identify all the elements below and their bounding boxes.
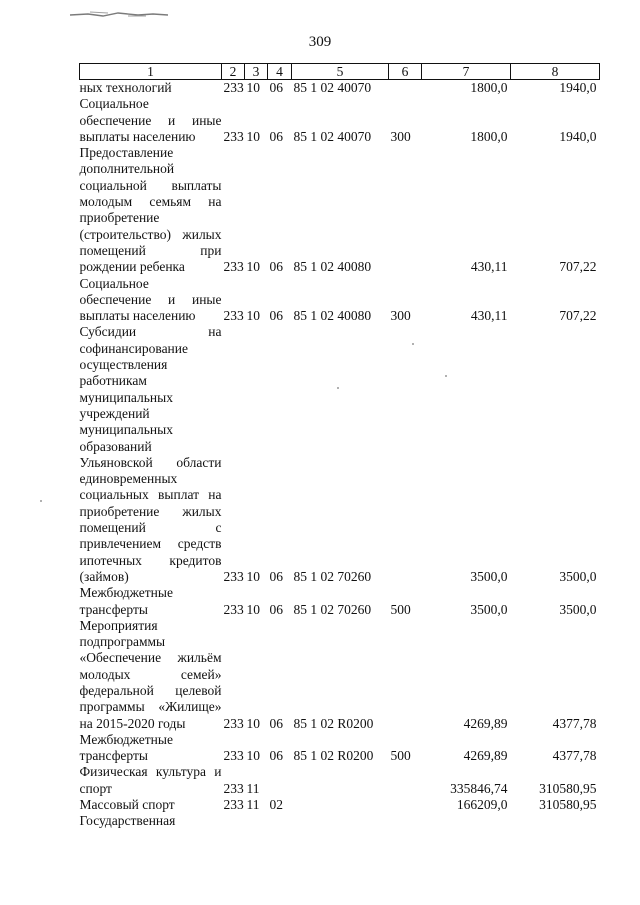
scan-speck — [40, 500, 42, 502]
expense-type: 500 — [390, 748, 411, 764]
amount-year2: 3500,0 — [559, 601, 597, 617]
col-header: 8 — [511, 64, 600, 80]
target-article: 85 1 02 40070 — [293, 80, 372, 95]
target-article: 85 1 02 40070 — [293, 128, 372, 144]
col-header: 5 — [292, 64, 389, 80]
amount-year1: 4269,89 — [463, 748, 508, 764]
amount-year2: 4377,78 — [552, 715, 597, 731]
amount-year2: 310580,95 — [539, 797, 597, 813]
amount-year2: 1940,0 — [559, 128, 597, 144]
admin-code: 233 — [223, 780, 244, 796]
amount-year2: 707,22 — [559, 259, 597, 275]
amount-year1: 3500,0 — [470, 601, 508, 617]
row-name: Межбюджетные трансферты — [79, 731, 173, 764]
table-row — [80, 764, 600, 797]
admin-code: 233 — [223, 128, 244, 144]
amount-year2: 310580,95 — [539, 780, 597, 796]
section-code: 10 — [246, 80, 260, 95]
expense-type — [389, 813, 422, 829]
section-code: 10 — [246, 568, 260, 584]
subsection-code: 06 — [269, 259, 283, 275]
admin-code: 233 — [223, 797, 244, 813]
expense-type — [389, 324, 422, 585]
target-article: 85 1 02 R0200 — [293, 715, 374, 731]
section-code: 10 — [246, 748, 260, 764]
table-row — [80, 618, 600, 732]
target-article: 85 1 02 70260 — [293, 568, 372, 584]
target-article: 85 1 02 R0200 — [293, 748, 374, 764]
table-row — [80, 276, 600, 325]
col-header: 4 — [268, 64, 292, 80]
amount-year1: 430,11 — [470, 308, 508, 324]
table-row — [80, 96, 600, 145]
amount-year2: 1940,0 — [559, 80, 597, 95]
table-row — [80, 80, 600, 97]
amount-year2: 707,22 — [559, 308, 597, 324]
section-code: 10 — [246, 128, 260, 144]
subsection-code: 06 — [269, 601, 283, 617]
expense-type — [389, 80, 422, 97]
amount-year1: 166209,0 — [456, 797, 508, 813]
section-code: 11 — [246, 780, 260, 796]
row-name: Социальное обеспечение и иные выплаты населению — [79, 96, 222, 144]
row-name: Мероприятия подпрограммы «Обеспечение жильём молодых семей» федеральной целевой программы «Жилище» на 2015-2020 годы — [79, 617, 222, 731]
table-row — [80, 145, 600, 275]
amount-year1 — [422, 813, 511, 829]
amount-year2: 4377,78 — [552, 748, 597, 764]
expense-type: 300 — [390, 128, 411, 144]
col-header: 7 — [422, 64, 511, 80]
amount-year1: 4269,89 — [463, 715, 508, 731]
header-row — [80, 64, 600, 80]
table-row — [80, 813, 600, 829]
table-row — [80, 797, 600, 813]
target-article — [292, 797, 389, 813]
expense-type — [389, 618, 422, 732]
target-article: 85 1 02 70260 — [293, 601, 372, 617]
subsection-code: 06 — [269, 80, 283, 95]
expense-type: 500 — [390, 601, 411, 617]
amount-year2 — [511, 813, 600, 829]
section-code: 10 — [246, 601, 260, 617]
subsection-code: 06 — [269, 568, 283, 584]
section-code — [245, 813, 268, 829]
amount-year1: 430,11 — [470, 259, 508, 275]
row-name: Межбюджетные трансферты — [79, 585, 173, 617]
scan-speck — [445, 375, 447, 377]
col-header: 6 — [389, 64, 422, 80]
row-name: Предоставление дополнительной социальной выплаты молодым семьям на приобретение (строительство) жилых помещений при рождении ребенка — [79, 145, 222, 275]
scan-artifact — [68, 10, 188, 18]
target-article: 85 1 02 40080 — [293, 259, 372, 275]
expense-type — [389, 764, 422, 797]
amount-year1: 335846,74 — [450, 780, 508, 796]
row-name: Государственная — [79, 813, 176, 829]
admin-code: 233 — [223, 748, 244, 764]
expense-type — [389, 797, 422, 813]
section-code: 11 — [246, 797, 260, 813]
row-name: ных технологий — [79, 80, 172, 95]
admin-code: 233 — [223, 308, 244, 324]
admin-code: 233 — [223, 80, 244, 95]
row-name: Физическая культура и спорт — [79, 764, 222, 796]
target-article: 85 1 02 40080 — [293, 308, 372, 324]
admin-code: 233 — [223, 715, 244, 731]
table-row — [80, 585, 600, 618]
target-article — [292, 813, 389, 829]
section-code: 10 — [246, 259, 260, 275]
table-row — [80, 324, 600, 585]
subsection-code: 06 — [269, 715, 283, 731]
subsection-code: 06 — [269, 748, 283, 764]
admin-code: 233 — [223, 568, 244, 584]
amount-year1: 3500,0 — [470, 568, 508, 584]
admin-code: 233 — [223, 601, 244, 617]
section-code: 10 — [246, 308, 260, 324]
row-name: Субсидии на софинансирование осуществления работникам муниципальных учреждений муниципальных образований Ульяновской области единовременных социальных выплат на приобретение жилых помещений с привлечением средств ипотечных кредитов (займов) — [79, 324, 222, 584]
amount-year1: 1800,0 — [470, 128, 508, 144]
amount-year1: 1800,0 — [470, 80, 508, 95]
subsection-code: 06 — [269, 128, 283, 144]
budget-table — [79, 63, 600, 830]
col-header: 1 — [80, 64, 222, 80]
admin-code — [222, 813, 245, 829]
table-row — [80, 732, 600, 765]
expense-type — [389, 145, 422, 275]
target-article — [292, 764, 389, 797]
page-number: 309 — [308, 34, 332, 50]
subsection-code — [268, 813, 292, 829]
scan-speck — [337, 387, 339, 389]
row-name: Социальное обеспечение и иные выплаты населению — [79, 275, 222, 324]
col-header: 2 — [222, 64, 245, 80]
amount-year2: 3500,0 — [559, 568, 597, 584]
col-header: 3 — [245, 64, 268, 80]
section-code: 10 — [246, 715, 260, 731]
scan-speck — [412, 343, 414, 345]
expense-type: 300 — [390, 308, 411, 324]
admin-code: 233 — [223, 259, 244, 275]
row-name: Массовый спорт — [79, 797, 175, 813]
subsection-code — [268, 764, 292, 797]
subsection-code: 06 — [269, 308, 283, 324]
subsection-code: 02 — [269, 797, 283, 813]
